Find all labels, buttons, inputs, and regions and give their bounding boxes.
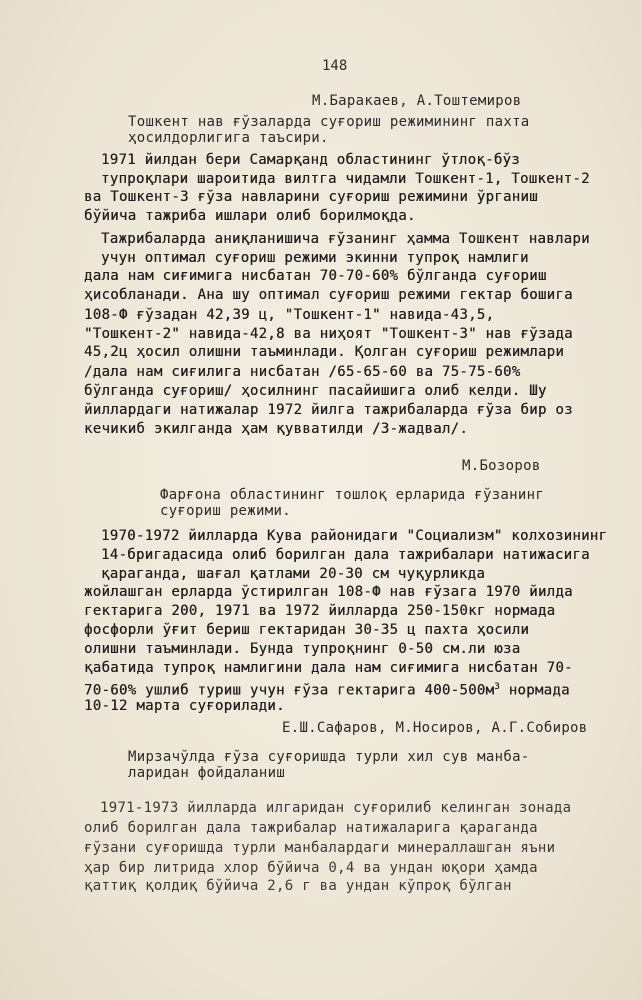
section2-line4: жойлашган ерларда ўстирилган 108-Ф нав ғўзага 1970 йилда: [84, 584, 573, 600]
section1-title-line1: Тошкент нав ғўзаларда суғориш режимининг пахта: [128, 114, 530, 130]
section2-line9: [84, 679, 570, 699]
section3-line1: 1971-1973 йилларда илгаридан суғорилиб келинган зонада: [100, 800, 572, 816]
section1-line7: дала нам сиғимига нисбатан 70-70-60% бўлганда суғориш: [84, 268, 547, 284]
section2-line5: гектарига 200, 1971 ва 1972 йилларда 250-150кг нормада: [84, 603, 556, 619]
section1-line12: /дала нам сиғилига нисбатан /65-65-60 ва 75-75-60% бўлганда суғориш/ ҳосилнинг пасайишига олиб келди. Шу йиллардаги натижалар 1972 йилга тажрибаларда ғўза бир оз: [84, 364, 573, 418]
section1-line3: ва Тошкент-3 ғўза навларини суғориш режимини ўрганиш: [84, 189, 538, 205]
section2-authors: М.Бозоров: [462, 458, 541, 474]
section2-title-line2: суғориш режими.: [160, 503, 291, 519]
section2-title-line1: Фарғона областининг тошлоқ ерларида ғўзанинг: [160, 487, 545, 503]
section1-line4: бўйича тажриба ишлари олиб борилмоқда.: [84, 208, 416, 224]
section3-line5: қаттиқ қолдиқ бўйича 2,6 г ва ундан кўпроқ бўлган: [84, 878, 512, 894]
page-number: 148: [322, 58, 348, 74]
section2-para1: 1970-1972 йилларда Кува районидаги "Социализм" колхозининг 14-бригадасида олиб борилган дала тажрибалари натижасига қараганда, шағал қатлами 20-30 см чуқурликда: [101, 528, 608, 582]
section3-authors: Е.Ш.Сафаров, М.Носиров, А.Г.Собиров: [282, 720, 588, 736]
section2-line8: қабатида тупроқ намлигини дала нам сиғимига нисбатан 70-: [84, 660, 573, 676]
section2-line9-tail: нормада: [499, 682, 570, 699]
section1-title-line2: ҳосилдорлигига таъсири.: [128, 130, 329, 146]
section1-para1: 1971 йилдан бери Самарқанд областининг ўтлоқ-бўз тупроқлари шароитида вилтга чидамли Тошкент-1, Тошкент-2: [101, 152, 590, 187]
section1-line15: кечикиб экилганда ҳам қувватилди /3-жадвал/.: [84, 421, 469, 437]
section3-line3: ғўзани суғоришда турли манбалардаги минераллашган яъни: [84, 840, 556, 856]
cubic-superscript: 3: [494, 682, 500, 692]
section1-line8: ҳисобланади. Ана шу оптимал суғориш режими гектар бошига: [84, 287, 573, 303]
section3-title-line1: Мирзачўлда ғўза суғоришда турли хил сув манба-: [128, 749, 530, 765]
section2-line10: 10-12 марта суғорилади.: [84, 698, 285, 714]
section1-line11: 45,2ц ҳосил олишни таъминлади. Қолган суғориш режимлари: [84, 344, 565, 360]
section2-line6: фосфорли ўғит бериш гектаридан 30-35 ц пахта ҳосили: [84, 622, 530, 638]
section3-title-line2: ларидан фойдаланиш: [128, 765, 286, 781]
section1-authors: М.Баракаев, А.Тоштемиров: [312, 93, 522, 109]
section1-para2: Тажрибаларда аниқланишича ғўзанинг ҳамма Тошкент навлари учун оптимал суғориш режими экинни тупроқ намлиги: [101, 231, 590, 266]
section3-line4: ҳар бир литрида хлор бўйича 0,4 ва ундан юқори ҳамда: [84, 860, 538, 876]
section2-line7: олишни таъминлади. Бунда тупроқнинг 0-50 см.ли юза: [84, 641, 521, 657]
section1-line9: 108-Ф ғўзадан 42,39 ц, "Тошкент-1" навида-43,5, "Тошкент-2" навида-42,8 ва ниҳоят "Тошкент-3" нав ғўзада: [84, 307, 573, 342]
section2-line9-text: 70-60% ушлиб туриш учун ғўза гектарига 400-500м: [84, 682, 495, 699]
section3-line2: олиб борилган дала тажрибалар натижаларига қараганда: [84, 820, 538, 836]
